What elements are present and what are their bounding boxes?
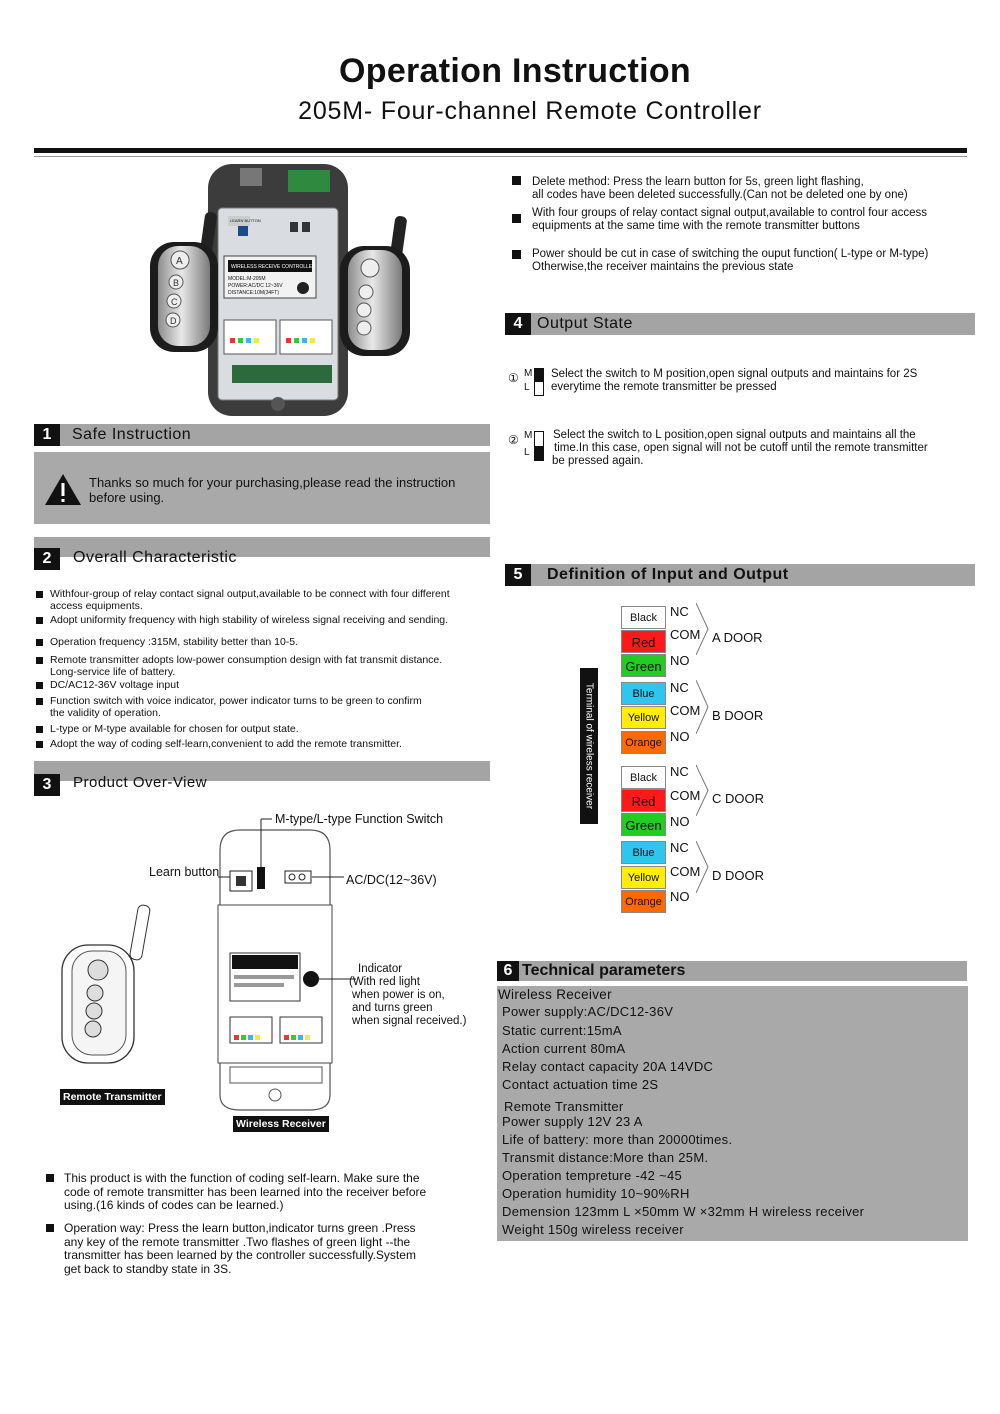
param-line: Life of battery: more than 20000times.	[502, 1132, 733, 1147]
wire-signal-label: NO	[670, 729, 690, 744]
photo-key-c: C	[171, 297, 178, 307]
section-5-header	[505, 564, 975, 586]
wire-signal-label: NC	[670, 604, 689, 619]
param-line: Transmit distance:More than 25M.	[502, 1150, 709, 1165]
list-item: Adopt the way of coding self-learn,convenient to add the remote transmitter.	[50, 738, 402, 750]
wire-color-cell: Green	[621, 813, 666, 836]
terminal-side-label: Terminal of wireless receiver	[583, 682, 595, 810]
list-item: Remote transmitter adopts low-power consumption design with fat transmit distance. Long-service life of battery.	[50, 654, 443, 678]
indicator-label: Indicator (With red light when power is on, and turns green when signal received.)	[349, 963, 467, 1027]
param-line: Contact actuation time 2S	[502, 1077, 659, 1092]
section-number: 6	[497, 961, 519, 981]
power-label: AC/DC(12~36V)	[346, 873, 437, 887]
section-number: 2	[34, 548, 60, 570]
door-label: B DOOR	[712, 708, 764, 723]
wire-signal-label: COM	[670, 627, 701, 642]
list-item: Adopt uniformity frequency with high stability of wireless signal receiving and sending.	[50, 614, 449, 626]
door-bracket	[696, 680, 710, 734]
bullet-item	[532, 207, 982, 233]
wire-color-cell: Red	[621, 630, 666, 653]
photo-key-b: B	[173, 278, 180, 288]
bullet-line: With four groups of relay contact signal output,available to control four access	[532, 207, 928, 219]
wire-color-cell: Orange	[621, 731, 666, 754]
section-title: Overall Characteristic	[73, 549, 237, 566]
bullet-marker	[512, 214, 521, 223]
bullet-item	[532, 176, 982, 202]
bullet-marker	[512, 250, 521, 259]
param-line: Static current:15mA	[502, 1023, 622, 1038]
door-label: A DOOR	[712, 630, 763, 645]
door-label: C DOOR	[712, 791, 764, 806]
learn-button-label: Learn button	[149, 865, 220, 879]
terminal-side-bar	[580, 668, 598, 824]
wire-signal-label: NC	[670, 840, 689, 855]
wire-signal-label: COM	[670, 703, 701, 718]
list-item: Function switch with voice indicator, power indicator turns to be green to confirm the validity of operation.	[50, 695, 422, 719]
bullet-marker	[46, 1174, 54, 1182]
page-subtitle: 205M- Four-channel Remote Controller	[298, 97, 762, 125]
header-divider	[34, 148, 967, 153]
section-title: Output State	[537, 315, 633, 332]
wire-signal-label: COM	[670, 864, 701, 879]
wire-color-cell: Yellow	[621, 866, 666, 889]
bullet-line: equipments at the same time with the remote transmitter buttons	[532, 220, 860, 232]
section-title: Technical parameters	[522, 962, 686, 979]
photo-key-d: D	[170, 316, 177, 326]
param-line: Weight 150g wireless receiver	[502, 1222, 684, 1237]
param-line: Power supply:AC/DC12-36V	[502, 1004, 674, 1019]
transmitter-heading: Remote Transmitter	[504, 1099, 624, 1114]
switch-icon	[534, 431, 544, 461]
list-item: DC/AC12-36V voltage input	[50, 679, 179, 691]
section-number: 1	[34, 424, 60, 446]
bullet-line: Power should be cut in case of switching the ouput function( L-type or M-type)	[532, 248, 929, 260]
note-item: This product is with the function of coding self-learn. Make sure the code of remote transmitter has been learned into the receiver before using.(16 kinds of codes can be learned.)	[64, 1171, 427, 1212]
door-bracket	[696, 765, 710, 816]
tech-params-panel	[497, 986, 968, 1241]
note-item: Operation way: Press the learn button,indicator turns green .Press any key of the remote transmitter .Two flashes of green light --the transmitter has been learned by the controller successfully.System get back to standby state in 3S.	[64, 1221, 416, 1276]
receiver-distance: DISTANCE:10M(34FT)	[228, 290, 280, 296]
receiver-top-label: LEARN BUTTON	[230, 218, 261, 223]
remote-caption: Remote Transmitter	[60, 1089, 165, 1105]
wire-signal-label: NO	[670, 889, 690, 904]
param-line: Operation humidity 10~90%RH	[502, 1186, 690, 1201]
param-line: Operation tempreture -42 ~45	[502, 1168, 683, 1183]
wire-color-cell: Red	[621, 789, 666, 812]
wire-signal-label: COM	[670, 788, 701, 803]
safe-line: Thanks so much for your purchasing,please read the instruction	[89, 475, 456, 490]
switch-label: M-type/L-type Function Switch	[275, 812, 444, 826]
section-title: Product Over-View	[73, 774, 208, 791]
section-number: 4	[505, 313, 531, 335]
wire-color-cell: Black	[621, 766, 666, 789]
wire-color-cell: Yellow	[621, 706, 666, 729]
wire-color-cell: Blue	[621, 682, 666, 705]
product-photo	[140, 160, 440, 422]
wire-signal-label: NO	[670, 653, 690, 668]
bullet-line: Otherwise,the receiver maintains the previous state	[532, 261, 794, 273]
receiver-model: MODEL:M-205M	[228, 276, 266, 282]
safe-instruction-panel	[34, 452, 490, 524]
bullet-line: Delete method: Press the learn button for 5s, green light flashing,	[532, 176, 864, 188]
section-number: 5	[505, 564, 531, 586]
param-line: Relay contact capacity 20A 14VDC	[502, 1059, 714, 1074]
photo-key-a: A	[176, 256, 183, 267]
switch-icon	[534, 368, 544, 396]
param-line: Action current 80mA	[502, 1041, 626, 1056]
section-title: Safe Instruction	[72, 426, 192, 443]
list-item: Operation frequency :315M, stability better than 10-5.	[50, 636, 299, 648]
section-4-header	[505, 313, 975, 335]
wire-signal-label: NC	[670, 680, 689, 695]
door-bracket	[696, 603, 710, 655]
wire-signal-label: NO	[670, 814, 690, 829]
wire-color-cell: Black	[621, 606, 666, 629]
bullet-marker	[512, 176, 521, 185]
wire-color-cell: Green	[621, 654, 666, 677]
header-divider-thin	[34, 156, 967, 157]
param-line: Demension 123mm L ×50mm W ×32mm H wireless receiver	[502, 1204, 865, 1219]
section-1-header	[34, 424, 490, 446]
list-item: Withfour-group of relay contact signal output,available to be connect with four different access equipments.	[50, 588, 450, 612]
receiver-power: POWER:AC/DC 12~36V	[228, 283, 283, 289]
receiver-caption: Wireless Receiver	[233, 1116, 329, 1132]
door-label: D DOOR	[712, 868, 764, 883]
wire-color-cell: Blue	[621, 841, 666, 864]
section-number: 3	[34, 774, 60, 796]
bullet-marker	[46, 1224, 54, 1232]
param-line: Power supply 12V 23 A	[502, 1114, 643, 1129]
door-bracket	[696, 841, 710, 893]
page-title: Operation Instruction	[339, 52, 691, 90]
safe-line: before using.	[89, 490, 165, 505]
safe-instruction-text	[89, 475, 455, 505]
warning-icon	[44, 472, 82, 506]
bullet-item	[532, 248, 982, 274]
receiver-heading: Wireless Receiver	[498, 987, 612, 1002]
bullet-line: all codes have been deleted successfully.(Can not be deleted one by one)	[532, 189, 908, 201]
wire-color-cell: Orange	[621, 890, 666, 913]
list-item: L-type or M-type available for chosen for output state.	[50, 723, 299, 735]
section-title: Definition of Input and Output	[547, 566, 789, 583]
wire-signal-label: NC	[670, 764, 689, 779]
receiver-panel-label: WIRELESS RECEIVE CONTROLLER	[231, 264, 316, 270]
